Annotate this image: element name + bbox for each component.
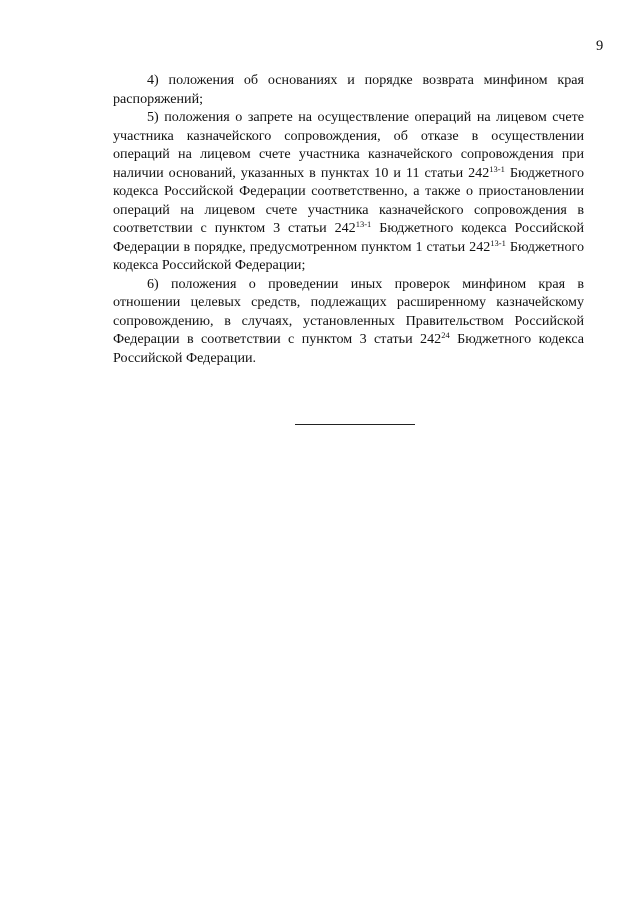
document-body — [113, 71, 584, 367]
superscript: 13-1 — [490, 237, 506, 248]
superscript: 13-1 — [489, 163, 505, 174]
superscript: 13-1 — [355, 219, 372, 229]
paragraph-item-5: 5) положения о запрете на осуществление операций на лицевом счете участника казначейского сопровождения, об отказе в осуществлении операций на лицевом счете участника казначейского сопровождения при наличии оснований, указанных в пунктах 10 и 11 статьи 242$^{13-1}$ Бюджетного кодекса Российской Федерации соответственно, а также о приостановлении операций на лицевом счете участника казначейского сопровождения в соответствии с пунктом 3 статьи 242$^{13-1}$ Бюджетного кодекса Российской Федерации в порядке, предусмотренном пунктом 1 статьи 242$^{13-1}$ Бюджетного кодекса Российской Федерации; — [113, 109, 584, 273]
end-of-text-rule — [295, 424, 415, 425]
superscript: 24 — [441, 330, 450, 340]
paragraph-item-4: 4) положения об основаниях и порядке возврата минфином края распоряжений; — [113, 72, 584, 107]
page-number: 9 — [596, 38, 604, 54]
paragraph-item-6: 6) положения о проведении иных проверок минфином края в отношении целевых средств, подлежащих расширенному казначейскому сопровождению, в случаях, установленных Правительством Российской Федерации в соответствии с пунктом 3 статьи $242^{24}$ Бюджетного кодекса Российской Федерации. — [113, 275, 584, 366]
